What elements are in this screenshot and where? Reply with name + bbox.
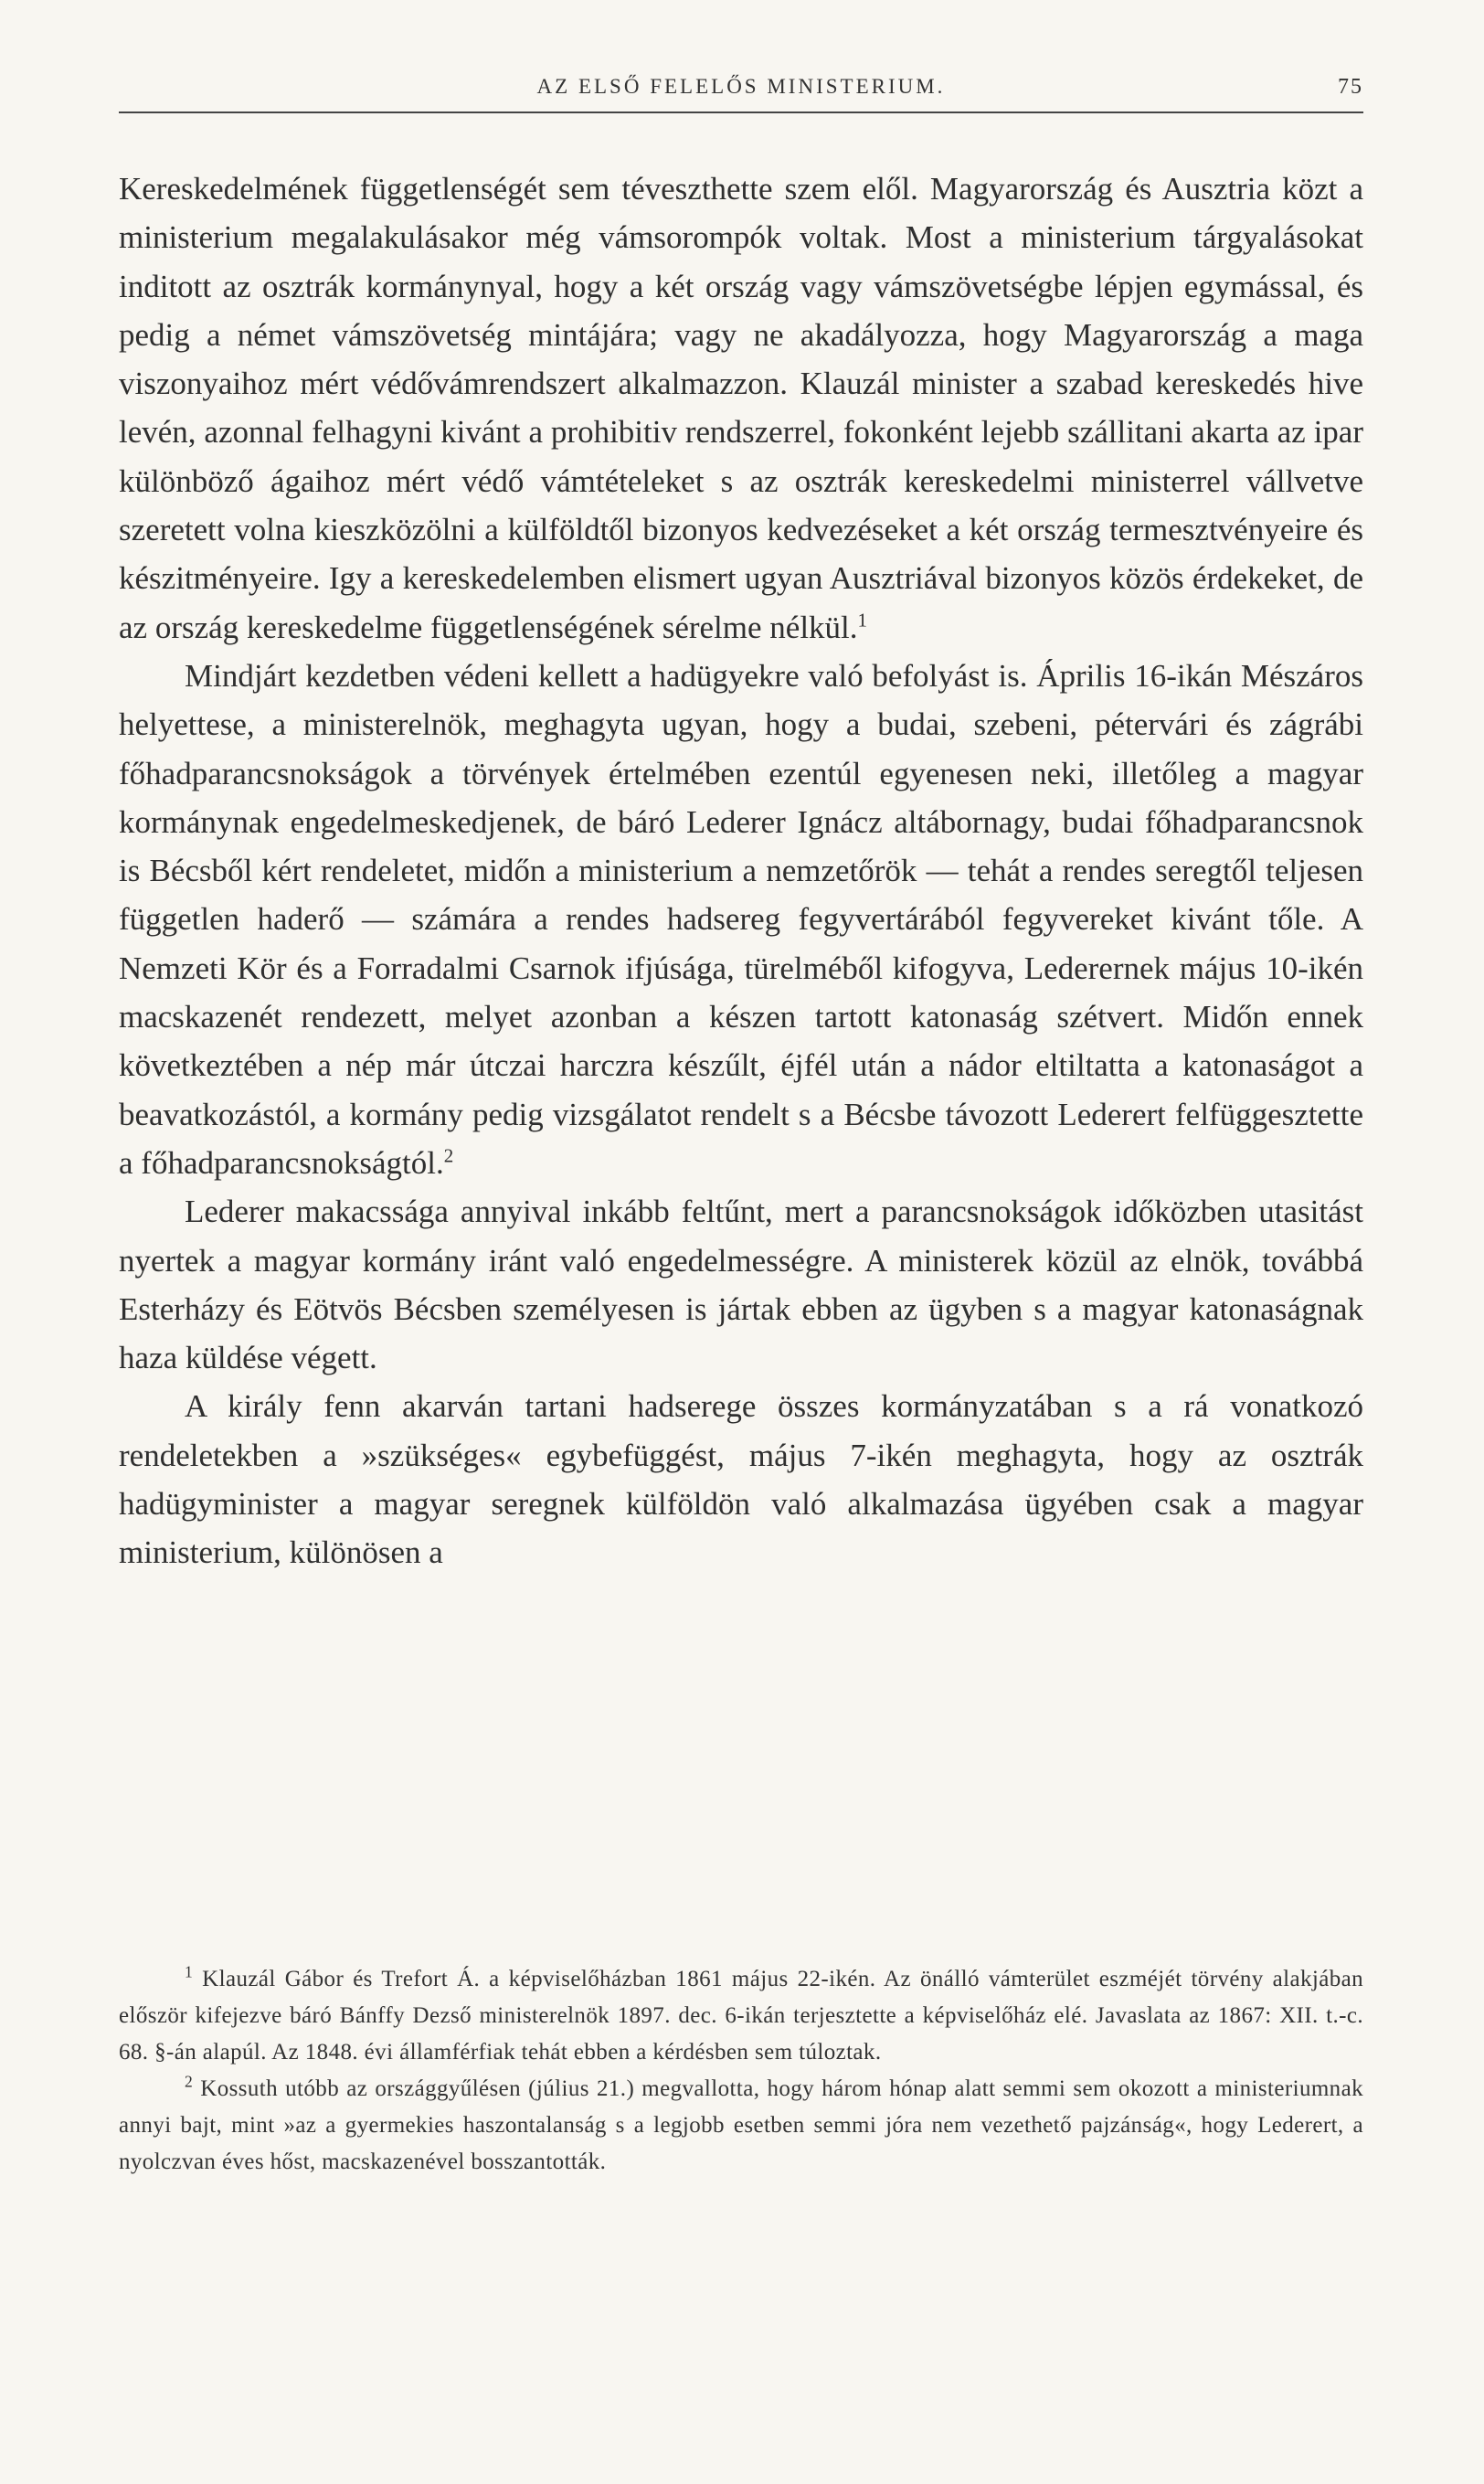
paragraph-military: [119, 652, 1363, 1187]
footnotes: [119, 1961, 1363, 2181]
paragraph-king: A király fenn akarván tartani hadserege összes kormányzatában s a rá vonatkozó rendeletekben a »szükséges« egybefüggést, május 7-ikén meghagyta, hogy az osztrák hadügyminister a magyar seregnek külföldön való alkalmazása ügyében csak a magyar ministerium, különösen a: [119, 1388, 1363, 1571]
footnote-1-mark: 1: [185, 1962, 194, 1981]
main-text: [119, 165, 1363, 1577]
footnote-2: [119, 2071, 1363, 2181]
paragraph-military-text: Mindjárt kezdetben védeni kellett a hadügyekre való befolyást is. Április 16-ikán Mészáros helyettese, a ministerelnök, meghagyta ugyan, hogy a budai, szebeni, pétervári és zágrábi főhadparancsnokságok a törvények értelmében ezentúl egyenesen neki, illetőleg a magyar kormánynak engedelmeskedjenek, de báró Lederer Ignácz altábornagy, budai főhadparancsnok is Bécsből kért rendeletet, midőn a ministerium a nemzetőrök — tehát a rendes seregtől teljesen független haderő — számára a rendes hadsereg fegyvertárából fegyvereket kivánt tőle. A Nemzeti Kör és a Forradalmi Csarnok ifjúsága, türelméből kifogyva, Lederernek május 10-ikén macskazenét rendezett, melyet azonban a készen tartott katonaság szétvert. Midőn ennek következtében a nép már útczai harczra készűlt, éjfél után a nádor eltiltatta a katonaságot a beavatkozástól, a kormány pedig vizsgálatot rendelt s a Bécsbe távozott Lederert felfüggesztette a főhadparancsnokságtól.: [119, 657, 1363, 1181]
footnote-ref-1: 1: [857, 609, 868, 632]
paragraph-lederer: Lederer makacssága annyival inkább feltűnt, mert a parancsnokságok időközben utasitást nyertek a magyar kormány iránt való engedelmességre. A ministerek közül az elnök, továbbá Esterházy és Eötvös Bécsben személyesen is jártak ebben az ügyben s a magyar katonaságnak haza küldése végett.: [119, 1194, 1363, 1376]
paragraph-commerce: [119, 165, 1363, 652]
footnote-1-text: Klauzál Gábor és Trefort Á. a képviselőházban 1861 május 22-ikén. Az önálló vámterület eszméjét törvény alakjában először kifejezve báró Bánffy Dezső ministerelnök 1897. dec. 6-ikán terjesztette a képviselőház elé. Javaslata az 1867: XII. t.-c. 68. §-án alapúl. Az 1848. évi államférfiak tehát ebben a kérdésben sem túloztak.: [119, 1967, 1364, 2065]
running-header: [119, 75, 1363, 113]
footnote-2-text: Kossuth utóbb az országgyűlésen (július 21.) megvallotta, hogy három hónap alatt semmi sem okozott a ministeriumnak annyi bajt, mint »az a gyermekies haszontalanság s a legjobb esetben semmi jóra nem vezethető pajzánság«, hogy Lederert, a nyolczvan éves hőst, macskazenével bosszantották.: [119, 2076, 1363, 2174]
running-title: AZ ELSŐ FELELŐS MINISTERIUM.: [536, 75, 946, 98]
footnote-1: [119, 1961, 1363, 2071]
page-number: 75: [1338, 75, 1363, 99]
footnote-ref-2: 2: [443, 1144, 454, 1167]
footnote-2-mark: 2: [185, 2072, 194, 2091]
paragraph-commerce-text: Kereskedelmének függetlenségét sem téveszthette szem elől. Magyarország és Ausztria közt a ministerium megalakulásakor még vámsorompók voltak. Most a ministerium tárgyalásokat inditott az osztrák kormánynyal, hogy a két ország vagy vámszövetségbe lépjen egymással, és pedig a német vámszövetség mintájára; vagy ne akadályozza, hogy Magyarország a maga viszonyaihoz mért védővámrendszert alkalmazzon. Klauzál minister a szabad kereskedés hive levén, azonnal felhagyni kivánt a prohibitiv rendszerrel, fokonként lejebb szállitani akarta az ipar különböző ágaihoz mért védő vámtételeket s az osztrák kereskedelmi ministerrel vállvetve szeretett volna kieszközölni a külföldtől bizonyos kedvezéseket a két ország termesztvényeire és készitményeire. Igy a kereskedelemben elismert ugyan Ausztriával bizonyos közös érdekeket, de az ország kereskedelme függetlenségének sérelme nélkül.: [119, 171, 1363, 645]
